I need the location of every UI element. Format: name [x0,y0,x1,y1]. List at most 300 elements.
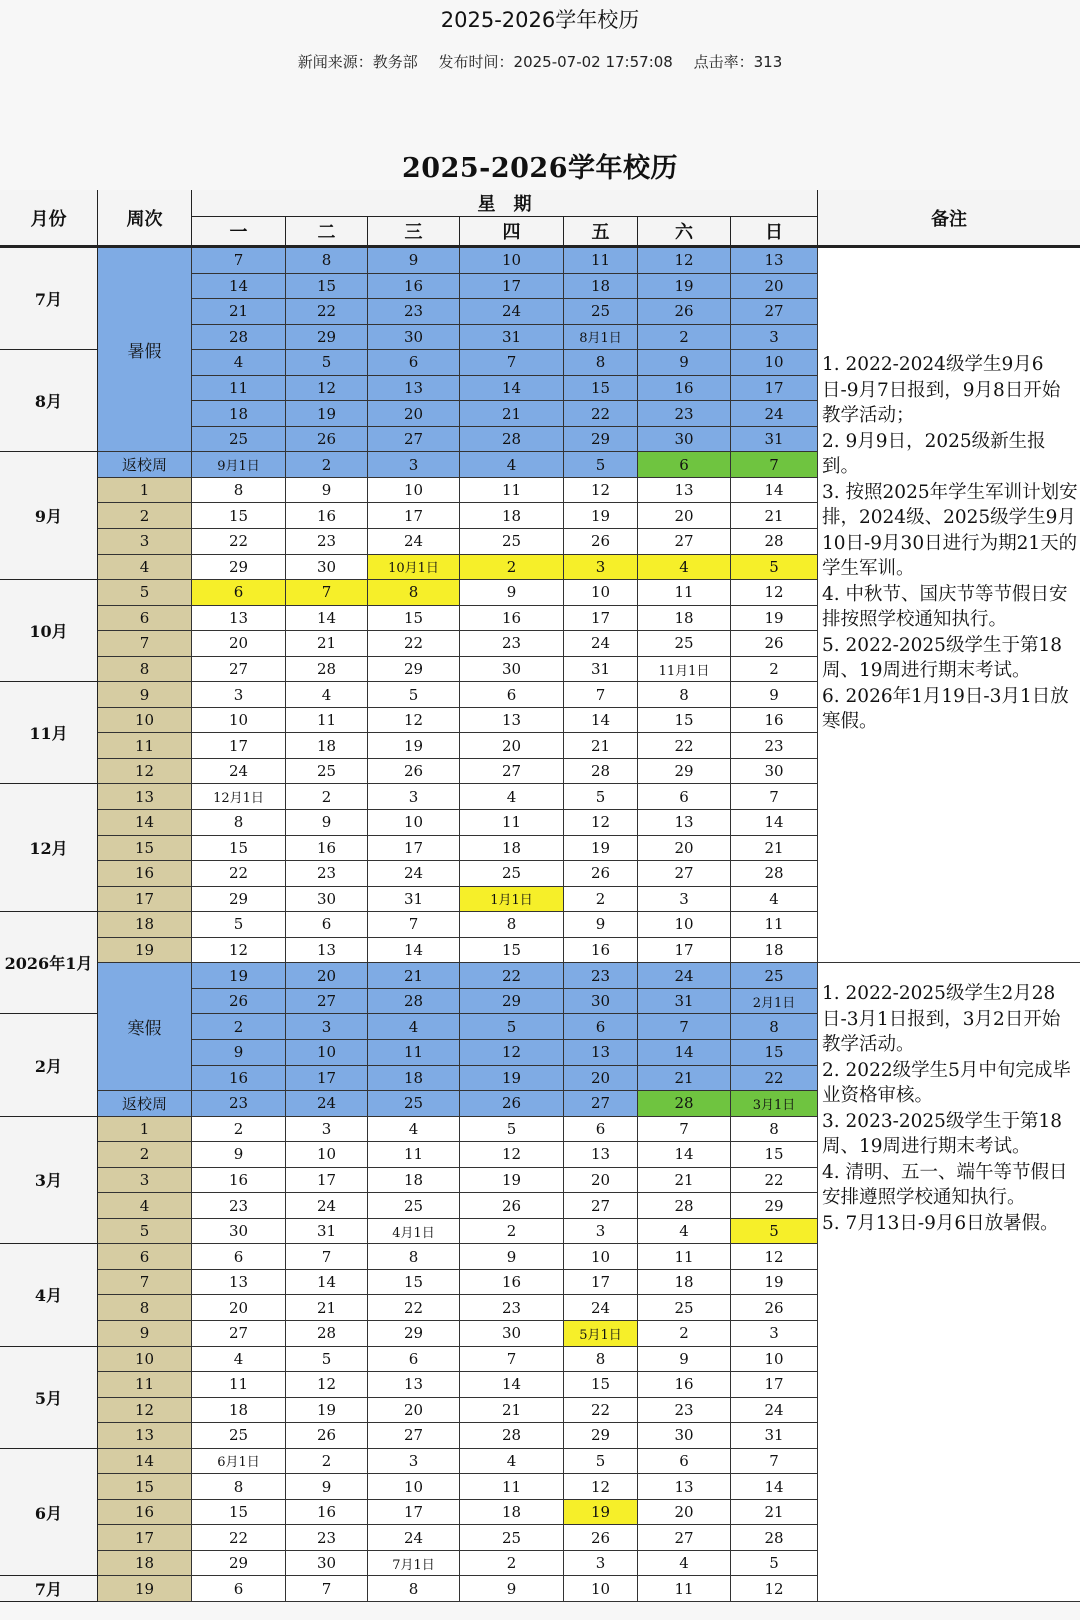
day-cell: 18 [460,836,564,862]
day-cell: 31 [731,427,818,453]
month-cell: 7月 [0,248,98,350]
day-cell: 5 [460,1117,564,1143]
note-item: 5. 7月13日-9月6日放暑假。 [822,1212,1059,1234]
day-cell: 30 [460,1321,564,1347]
day-cell: 19 [286,1398,368,1424]
day-cell: 9 [564,912,638,938]
day-cell: 17 [460,274,564,300]
week-number: 15 [98,836,192,862]
week-number: 4 [98,1193,192,1219]
day-cell: 8 [564,1347,638,1373]
day-cell: 15 [564,376,638,402]
day-cell: 15 [192,1500,286,1526]
day-cell: 20 [638,503,731,529]
day-cell: 20 [368,401,460,427]
day-cell: 9 [460,1576,564,1602]
day-cell: 29 [564,1423,638,1449]
day-cell: 18 [192,1398,286,1424]
day-cell: 10 [286,1040,368,1066]
day-cell: 3 [368,452,460,478]
day-cell: 12 [731,580,818,606]
day-cell: 25 [638,631,731,657]
day-cell: 23 [731,733,818,759]
day-cell: 11 [286,708,368,734]
day-cell: 23 [286,529,368,555]
day-cell: 16 [731,708,818,734]
return-week-label: 返校周 [98,452,192,478]
note-item: 1. 2022-2024级学生9月6日-9月7日报到，9月8日开始教学活动； [822,354,1061,426]
day-cell: 6 [192,580,286,606]
day-cell: 17 [286,1168,368,1194]
header-weekday-group: 星 期 [192,190,818,217]
day-cell: 21 [731,836,818,862]
week-number: 2 [98,1142,192,1168]
day-cell: 11 [192,1372,286,1398]
day-cell: 23 [368,299,460,325]
week-number: 12 [98,1398,192,1424]
day-cell: 10 [460,248,564,274]
day-cell: 19 [564,836,638,862]
month-cell: 4月 [0,1244,98,1346]
day-cell: 25 [368,1193,460,1219]
day-cell: 16 [192,1066,286,1092]
calendar-table [0,190,1080,1600]
day-cell: 6 [368,1347,460,1373]
day-cell: 20 [564,1168,638,1194]
day-cell: 17 [368,836,460,862]
day-cell: 22 [192,1525,286,1551]
notes-text [820,981,1078,1236]
day-cell: 30 [638,1423,731,1449]
day-cell: 23 [192,1193,286,1219]
day-cell: 2 [564,887,638,913]
day-cell: 16 [564,938,638,964]
week-number: 18 [98,1551,192,1577]
day-cell: 2 [192,1014,286,1040]
day-cell: 30 [286,555,368,581]
day-cell: 18 [368,1066,460,1092]
day-cell: 30 [192,1219,286,1245]
day-cell: 8 [368,580,460,606]
header-weekday: 二 [286,217,368,246]
day-cell: 19 [368,733,460,759]
day-cell: 5 [564,452,638,478]
day-cell: 23 [638,401,731,427]
week-number: 4 [98,555,192,581]
day-cell: 19 [286,401,368,427]
week-number: 13 [98,784,192,810]
day-cell: 5 [286,350,368,376]
day-cell: 13 [368,1372,460,1398]
month-cell: 7月 [0,1576,98,1602]
day-cell: 17 [192,733,286,759]
day-cell: 11 [192,376,286,402]
day-cell: 10 [731,350,818,376]
week-number: 17 [98,887,192,913]
day-cell: 12 [564,810,638,836]
day-cell: 18 [368,1168,460,1194]
day-cell: 28 [368,989,460,1015]
publish-time: 发布时间：2025-07-02 17:57:08 [438,53,673,71]
day-cell: 26 [731,1295,818,1321]
header-weekday: 六 [638,217,731,246]
day-cell: 7 [460,1347,564,1373]
day-cell: 26 [286,427,368,453]
day-cell: 15 [731,1040,818,1066]
day-cell: 10 [368,478,460,504]
day-cell: 6 [638,1449,731,1475]
day-cell: 24 [564,631,638,657]
day-cell: 24 [368,861,460,887]
day-cell: 11 [638,1244,731,1270]
month-cell: 5月 [0,1347,98,1449]
day-cell: 20 [731,274,818,300]
day-cell: 10 [286,1142,368,1168]
day-cell: 24 [731,1398,818,1424]
day-cell: 10月1日 [368,555,460,581]
day-cell: 28 [731,861,818,887]
day-cell: 27 [192,1321,286,1347]
day-cell: 8 [192,478,286,504]
day-cell: 7 [564,682,638,708]
day-cell: 2 [638,1321,731,1347]
day-cell: 28 [638,1091,731,1117]
day-cell: 22 [460,963,564,989]
month-cell: 9月 [0,452,98,580]
day-cell: 8 [460,912,564,938]
day-cell: 27 [460,759,564,785]
day-cell: 7 [368,912,460,938]
day-cell: 26 [286,1423,368,1449]
day-cell: 5 [192,912,286,938]
notes-text [820,352,1078,735]
week-number: 8 [98,657,192,683]
return-week-label: 返校周 [98,1091,192,1117]
note-item: 5. 2022-2025级学生于第18周、19周进行期末考试。 [822,634,1062,681]
day-cell: 9 [638,1347,731,1373]
day-cell: 8 [731,1014,818,1040]
day-cell: 26 [731,631,818,657]
week-number: 11 [98,1372,192,1398]
week-number: 19 [98,1576,192,1602]
day-cell: 3 [731,1321,818,1347]
day-cell: 24 [286,1193,368,1219]
day-cell: 31 [564,657,638,683]
header-weekday: 四 [460,217,564,246]
day-cell: 23 [192,1091,286,1117]
day-cell: 10 [638,912,731,938]
day-cell: 17 [638,938,731,964]
day-cell: 7 [286,580,368,606]
day-cell: 19 [460,1066,564,1092]
note-item: 4. 中秋节、国庆节等节假日安排按照学校通知执行。 [822,583,1068,630]
day-cell: 29 [368,1321,460,1347]
day-cell: 16 [638,376,731,402]
day-cell: 29 [192,1551,286,1577]
day-cell: 14 [460,1372,564,1398]
day-cell: 22 [286,299,368,325]
day-cell: 19 [564,503,638,529]
day-cell: 23 [564,963,638,989]
day-cell: 14 [731,1474,818,1500]
day-cell: 16 [286,836,368,862]
day-cell: 12 [368,708,460,734]
day-cell: 4 [638,1551,731,1577]
day-cell: 18 [460,1500,564,1526]
header-weekday: 一 [192,217,286,246]
day-cell: 30 [286,887,368,913]
day-cell: 30 [460,657,564,683]
day-cell: 17 [368,503,460,529]
day-cell: 2 [731,657,818,683]
day-cell: 5 [286,1347,368,1373]
day-cell: 16 [286,503,368,529]
header-week: 周次 [98,190,192,246]
day-cell: 24 [368,1525,460,1551]
day-cell: 15 [638,708,731,734]
day-cell: 15 [192,836,286,862]
day-cell: 6月1日 [192,1449,286,1475]
day-cell: 27 [368,427,460,453]
day-cell: 26 [564,1525,638,1551]
day-cell: 9 [192,1040,286,1066]
day-cell: 2 [638,325,731,351]
day-cell: 28 [460,1423,564,1449]
day-cell: 20 [368,1398,460,1424]
day-cell: 24 [192,759,286,785]
day-cell: 25 [368,1091,460,1117]
note-item: 3. 2023-2025级学生于第18周、19周进行期末考试。 [822,1110,1062,1158]
day-cell: 15 [460,938,564,964]
day-cell: 16 [460,1270,564,1296]
day-cell: 22 [192,529,286,555]
day-cell: 18 [638,606,731,632]
day-cell: 14 [638,1040,731,1066]
day-cell: 21 [731,1500,818,1526]
day-cell: 26 [638,299,731,325]
week-number: 8 [98,1295,192,1321]
day-cell: 4 [192,1347,286,1373]
day-cell: 2 [460,555,564,581]
day-cell: 21 [368,963,460,989]
day-cell: 4 [286,682,368,708]
month-cell: 11月 [0,682,98,784]
header-weekday: 五 [564,217,638,246]
day-cell: 16 [638,1372,731,1398]
day-cell: 20 [638,1500,731,1526]
day-cell: 8 [192,810,286,836]
day-cell: 2 [286,1449,368,1475]
note-item: 3. 按照2025年学生军训计划安排，2024级、2025级学生9月10日-9月30日进行为期21天的学生军训。 [822,481,1078,579]
calendar-title: 2025-2026学年校历 [402,153,678,184]
day-cell: 4 [460,1449,564,1475]
day-cell: 10 [368,810,460,836]
day-cell: 22 [368,631,460,657]
day-cell: 14 [564,708,638,734]
day-cell: 5 [731,1551,818,1577]
day-cell: 15 [564,1372,638,1398]
day-cell: 31 [286,1219,368,1245]
week-number: 14 [98,1449,192,1475]
day-cell: 7 [460,350,564,376]
day-cell: 30 [368,325,460,351]
day-cell: 18 [460,503,564,529]
header-weekday: 三 [368,217,460,246]
day-cell: 20 [564,1066,638,1092]
day-cell: 8月1日 [564,325,638,351]
day-cell: 27 [638,861,731,887]
day-cell: 9 [286,1474,368,1500]
day-cell: 4 [638,1219,731,1245]
day-cell: 13 [564,1142,638,1168]
day-cell: 7 [638,1117,731,1143]
week-number: 10 [98,708,192,734]
day-cell: 29 [192,555,286,581]
day-cell: 14 [731,478,818,504]
day-cell: 13 [286,938,368,964]
day-cell: 6 [286,912,368,938]
day-cell: 2 [286,784,368,810]
day-cell: 12 [460,1142,564,1168]
week-number: 14 [98,810,192,836]
day-cell: 12 [286,1372,368,1398]
day-cell: 3 [731,325,818,351]
day-cell: 9 [286,478,368,504]
day-cell: 1月1日 [460,887,564,913]
day-cell: 24 [286,1091,368,1117]
page-title: 2025-2026学年校历 [440,8,640,32]
day-cell: 3 [564,555,638,581]
day-cell: 14 [731,810,818,836]
day-cell: 9 [368,248,460,274]
day-cell: 13 [638,1474,731,1500]
day-cell: 25 [731,963,818,989]
day-cell: 28 [460,427,564,453]
day-cell: 21 [564,733,638,759]
day-cell: 29 [731,1193,818,1219]
day-cell: 14 [286,606,368,632]
day-cell: 2 [192,1117,286,1143]
day-cell: 9 [192,1142,286,1168]
day-cell: 29 [460,989,564,1015]
day-cell: 27 [192,657,286,683]
day-cell: 18 [638,1270,731,1296]
day-cell: 11 [368,1040,460,1066]
day-cell: 14 [192,274,286,300]
day-cell: 30 [286,1551,368,1577]
note-item: 1. 2022-2025级学生2月28日-3月1日报到，3月2日开始教学活动。 [822,983,1061,1056]
header-month: 月份 [0,190,98,246]
day-cell: 28 [286,657,368,683]
day-cell: 22 [564,401,638,427]
day-cell: 12 [731,1244,818,1270]
day-cell: 14 [460,376,564,402]
day-cell: 11 [460,810,564,836]
week-number: 6 [98,606,192,632]
day-cell: 13 [638,478,731,504]
week-number: 16 [98,1500,192,1526]
day-cell: 12 [564,1474,638,1500]
day-cell: 4 [460,452,564,478]
week-number: 2 [98,503,192,529]
day-cell: 30 [564,989,638,1015]
week-number: 7 [98,631,192,657]
day-cell: 13 [368,376,460,402]
day-cell: 31 [460,325,564,351]
day-cell: 23 [286,1525,368,1551]
day-cell: 6 [368,350,460,376]
day-cell: 6 [192,1244,286,1270]
day-cell: 27 [638,1525,731,1551]
day-cell: 3 [638,887,731,913]
day-cell: 19 [192,963,286,989]
day-cell: 22 [731,1168,818,1194]
day-cell: 8 [192,1474,286,1500]
day-cell: 24 [368,529,460,555]
day-cell: 12月1日 [192,784,286,810]
day-cell: 22 [368,1295,460,1321]
week-number: 15 [98,1474,192,1500]
day-cell: 2 [460,1219,564,1245]
day-cell: 17 [731,1372,818,1398]
day-cell: 3 [192,682,286,708]
day-cell: 21 [638,1168,731,1194]
day-cell: 7 [731,1449,818,1475]
day-cell: 4 [731,887,818,913]
day-cell: 11 [638,1576,731,1602]
week-number: 7 [98,1270,192,1296]
day-cell: 27 [731,299,818,325]
day-cell: 20 [286,963,368,989]
day-cell: 14 [368,938,460,964]
note-item: 2. 9月9日，2025级新生报到。 [822,430,1046,477]
day-cell: 21 [460,1398,564,1424]
day-cell: 11 [731,912,818,938]
day-cell: 5 [731,555,818,581]
day-cell: 27 [564,1193,638,1219]
day-cell: 14 [286,1270,368,1296]
month-cell: 10月 [0,580,98,682]
week-number: 18 [98,912,192,938]
day-cell: 26 [368,759,460,785]
day-cell: 10 [368,1474,460,1500]
day-cell: 17 [731,376,818,402]
day-cell: 23 [638,1398,731,1424]
day-cell: 28 [731,529,818,555]
day-cell: 9月1日 [192,452,286,478]
day-cell: 21 [286,631,368,657]
day-cell: 12 [564,478,638,504]
day-cell: 23 [460,631,564,657]
day-cell: 29 [638,759,731,785]
day-cell: 20 [192,631,286,657]
day-cell: 7月1日 [368,1551,460,1577]
day-cell: 19 [638,274,731,300]
day-cell: 15 [368,1270,460,1296]
day-cell: 25 [564,299,638,325]
day-cell: 18 [564,274,638,300]
day-cell: 21 [731,503,818,529]
day-cell: 25 [192,427,286,453]
calendar-grid [0,246,1080,1602]
day-cell: 12 [731,1576,818,1602]
day-cell: 25 [460,1525,564,1551]
day-cell: 13 [192,606,286,632]
day-cell: 17 [564,606,638,632]
day-cell: 6 [460,682,564,708]
day-cell: 12 [638,248,731,274]
week-number: 12 [98,759,192,785]
